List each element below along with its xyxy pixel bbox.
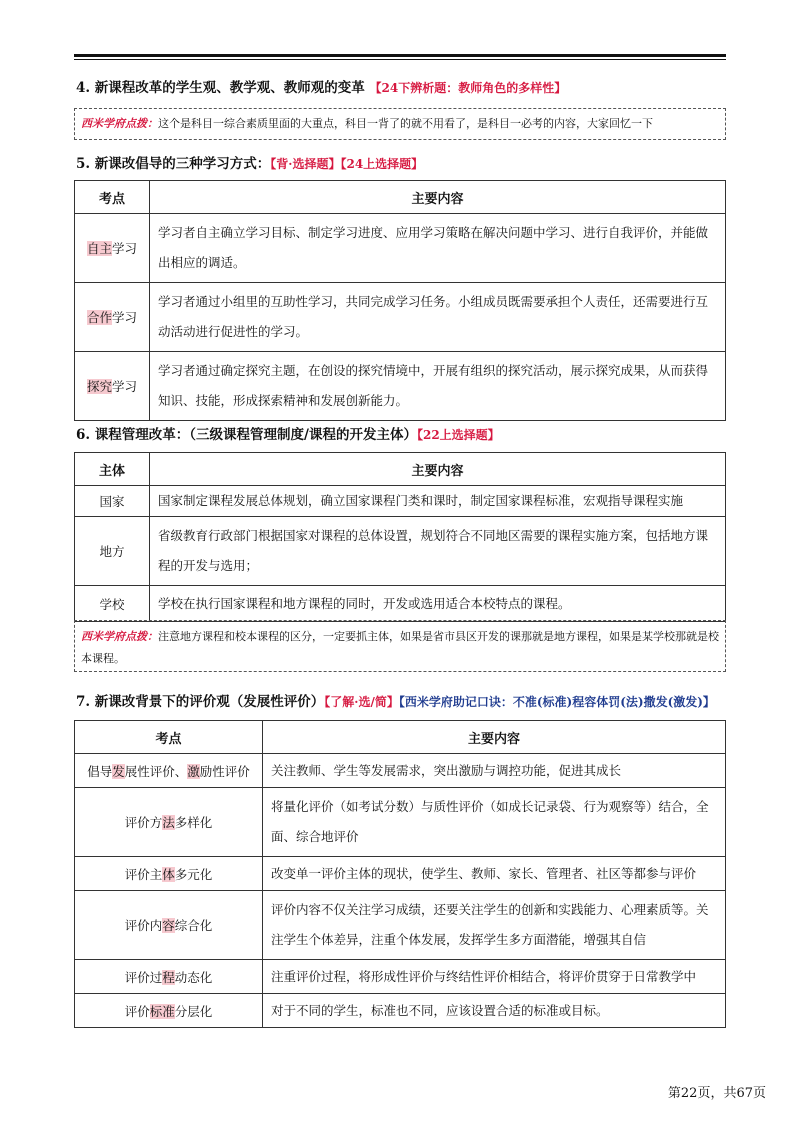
section6-tag: 【22上选择题】 [416, 428, 500, 442]
content-cell: 学习者通过确定探究主题，在创设的探究情境中，开展有组织的探究活动，展示探究成果，从而获得知识、技能，形成探索精神和发展创新能力。 [150, 352, 726, 421]
column-header: 考点 [75, 721, 263, 754]
table-row [75, 960, 726, 994]
key-cell: 自主学习 [75, 214, 150, 283]
section4-note [74, 108, 726, 140]
table-row [75, 586, 726, 622]
note-label: 西米学府点拨： [81, 630, 158, 643]
table-row [75, 857, 726, 891]
table-header [75, 453, 726, 486]
content-cell: 评价内容不仅关注学习成绩，还要关注学生的创新和实践能力、心理素质等。关注学生个体差异，注重个体发展，发挥学生多方面潜能，增强其自信 [263, 891, 726, 960]
table-row [75, 214, 726, 283]
table-row [75, 788, 726, 857]
key-cell: 合作学习 [75, 283, 150, 352]
table-header [75, 181, 726, 214]
note-text: 这个是科目一综合素质里面的大重点，科目一背了的就不用看了，是科目一必考的内容，大家回忆一下 [158, 117, 653, 130]
section5-title: 5. 新课改倡导的三种学习方式： [76, 156, 271, 172]
page-number: 第22页，共67页 [667, 1086, 766, 1101]
table-row [75, 517, 726, 586]
content-cell: 将量化评价（如考试分数）与质性评价（如成长记录袋、行为观察等）结合，全面、综合地评价 [263, 788, 726, 857]
section7-title: 7. 新课改背景下的评价观（发展性评价） [76, 694, 325, 710]
table-header [75, 721, 726, 754]
evaluation-table [74, 720, 726, 1028]
section4-heading [76, 76, 566, 96]
column-header: 主要内容 [150, 181, 726, 214]
note-text: 注意地方课程和校本课程的区分，一定要抓主体，如果是省市县区开发的课那就是地方课程，如果是某学校那就是校本课程。 [81, 630, 719, 665]
content-cell: 改变单一评价主体的现状，使学生、教师、家长、管理者、社区等都参与评价 [263, 857, 726, 891]
section7-heading [76, 690, 715, 710]
key-cell: 评价方法多样化 [75, 788, 263, 857]
table-row [75, 283, 726, 352]
column-header: 主要内容 [150, 453, 726, 486]
section5-heading [76, 152, 423, 172]
key-cell: 评价主体多元化 [75, 857, 263, 891]
learning-methods-table [74, 180, 726, 421]
key-cell: 探究学习 [75, 352, 150, 421]
key-cell: 评价过程动态化 [75, 960, 263, 994]
column-header: 考点 [75, 181, 150, 214]
section6-title: 6. 课程管理改革：（三级课程管理制度/课程的开发主体） [76, 427, 417, 443]
table-row [75, 994, 726, 1028]
section7-mnemonic: 【西米学府助记口诀：不准(标准)程容体罚(法)撒发(激发)】 [398, 695, 715, 709]
table-row [75, 352, 726, 421]
content-cell: 关注教师、学生等发展需求，突出激励与调控功能，促进其成长 [263, 754, 726, 788]
key-cell: 学校 [75, 586, 150, 622]
content-cell: 学习者自主确立学习目标、制定学习进度、应用学习策略在解决问题中学习、进行自我评价，并能做出相应的调适。 [150, 214, 726, 283]
curriculum-management-table [74, 452, 726, 622]
note-label: 西米学府点拨： [81, 117, 158, 130]
key-cell: 倡导发展性评价、激励性评价 [75, 754, 263, 788]
content-cell: 学校在执行国家课程和地方课程的同时，开发或选用适合本校特点的课程。 [150, 586, 726, 622]
section4-title: 4. 新课程改革的学生观、教学观、教师观的变革 [76, 80, 365, 96]
content-cell: 省级教育行政部门根据国家对课程的总体设置，规划符合不同地区需要的课程实施方案，包括地方课程的开发与选用； [150, 517, 726, 586]
content-cell: 国家制定课程发展总体规划，确立国家课程门类和课时，制定国家课程标准，宏观指导课程实施 [150, 486, 726, 517]
table-row [75, 486, 726, 517]
section5-tag1: 【背·选择题】 [270, 157, 341, 171]
section7-tag: 【了解·选/简】 [324, 695, 399, 709]
section6-note [74, 620, 726, 672]
column-header: 主要内容 [263, 721, 726, 754]
key-cell: 评价内容综合化 [75, 891, 263, 960]
key-cell: 国家 [75, 486, 150, 517]
column-header: 主体 [75, 453, 150, 486]
section6-heading [76, 423, 500, 443]
table-row [75, 754, 726, 788]
section5-tag2: 【24上选择题】 [340, 157, 424, 171]
section4-tag: 【24下辨析题：教师角色的多样性】 [369, 81, 567, 95]
key-cell: 评价标准分层化 [75, 994, 263, 1028]
content-cell: 学习者通过小组里的互助性学习，共同完成学习任务。小组成员既需要承担个人责任，还需要进行互动活动进行促进性的学习。 [150, 283, 726, 352]
content-cell: 注重评价过程，将形成性评价与终结性评价相结合，将评价贯穿于日常教学中 [263, 960, 726, 994]
header-rule [74, 54, 726, 60]
content-cell: 对于不同的学生，标准也不同，应该设置合适的标准或目标。 [263, 994, 726, 1028]
key-cell: 地方 [75, 517, 150, 586]
table-row [75, 891, 726, 960]
